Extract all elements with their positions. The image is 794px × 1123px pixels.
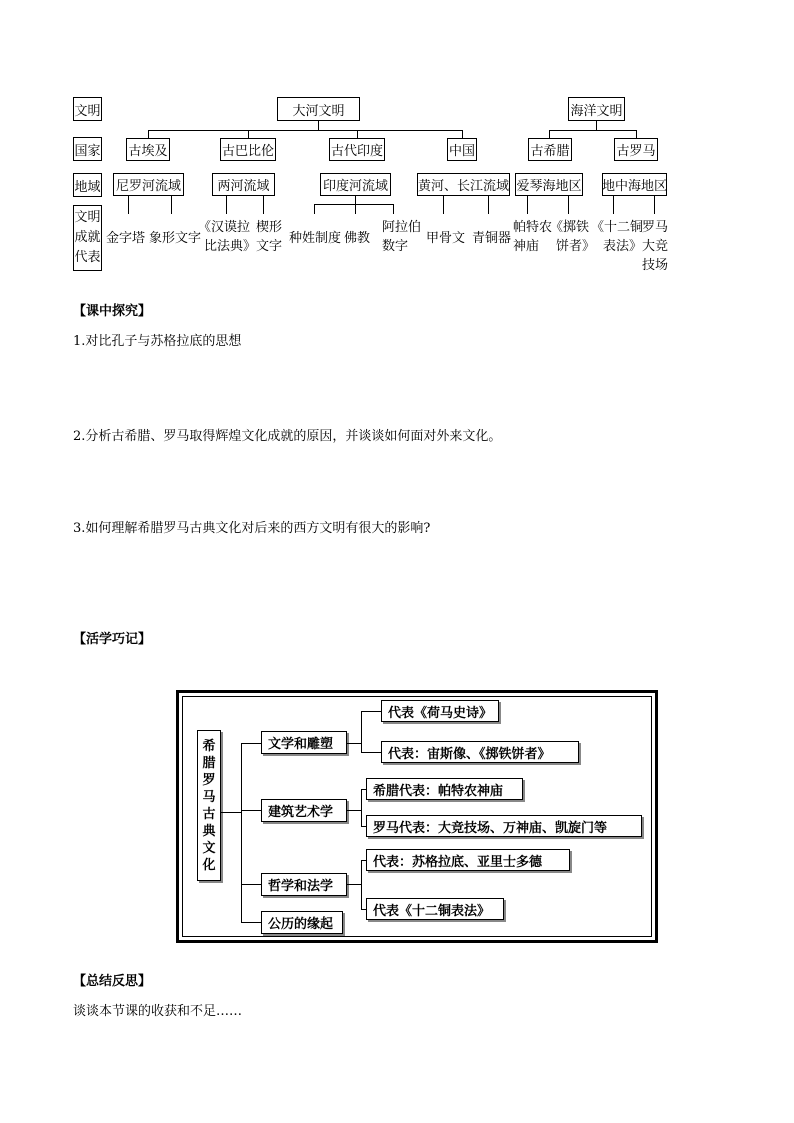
text-line: 数字: [382, 239, 409, 254]
text-line: 罗马: [642, 220, 669, 235]
question-2: 2.分析古希腊、罗马取得辉煌文化成就的原因，并谈谈如何面对外来文化。: [73, 429, 502, 444]
root-char: 典: [202, 823, 216, 839]
region-aegean: 爱琴海地区: [515, 173, 583, 196]
section-heading-summary: 【总结反思】: [73, 974, 152, 989]
region-nile: 尼罗河流域: [113, 173, 184, 196]
root-char: 化: [202, 857, 216, 873]
leaf-zeus-discobolus: 代表：宙斯像、《掷铁饼者》: [381, 741, 579, 763]
text-line: 阿拉伯: [382, 220, 422, 235]
achievement-oracle-bone: 甲骨文: [426, 231, 466, 246]
row-label-line: 文明: [74, 210, 101, 225]
row-label-line: 代表: [74, 250, 101, 265]
branch-architecture: 建筑艺术学: [261, 799, 347, 822]
row-label-achievements: [73, 205, 102, 271]
row-label-civilization: 文明: [73, 97, 102, 121]
text-line: 《汉谟拉: [198, 220, 251, 235]
summary-prompt: 谈谈本节课的收获和不足……: [73, 1004, 243, 1019]
achievement-discobolus: [550, 218, 595, 256]
root-char: 腊: [202, 755, 216, 771]
root-char: 马: [202, 789, 216, 805]
text-line: 大竞: [642, 239, 669, 254]
region-two-rivers: 两河流域: [212, 173, 275, 196]
achievement-pyramid: 金字塔: [106, 231, 146, 246]
root-char: 古: [202, 806, 216, 822]
achievement-arabic-numerals: [382, 218, 421, 256]
achievement-twelve-tables: [591, 218, 643, 256]
root-char: 文: [202, 840, 216, 856]
leaf-twelve-tables: 代表《十二铜表法》: [366, 898, 504, 920]
text-line: 神庙: [513, 239, 540, 254]
mindmap-root: [197, 730, 221, 881]
country-rome: 古罗马: [614, 138, 658, 161]
root-char: 希: [202, 738, 216, 754]
achievement-buddhism: 佛教: [344, 231, 371, 246]
root-char: 罗: [202, 772, 216, 788]
river-civilization-box: 大河文明: [277, 97, 360, 121]
text-line: 帕特农: [513, 220, 553, 235]
branch-calendar: 公历的缘起: [261, 911, 343, 934]
achievement-caste: 种姓制度: [289, 231, 342, 246]
country-greece: 古希腊: [528, 138, 572, 161]
text-line: 《十二铜: [591, 220, 644, 235]
section-heading-explore: 【课中探究】: [73, 304, 152, 319]
region-indus: 印度河流域: [320, 173, 391, 196]
text-line: 楔形: [256, 220, 283, 235]
country-china: 中国: [447, 138, 477, 161]
leaf-philosophers: 代表：苏格拉底、亚里士多德: [366, 849, 570, 871]
country-india: 古代印度: [329, 138, 385, 161]
section-heading-memory: 【活学巧记】: [73, 632, 152, 647]
text-line: 比法典》: [204, 239, 257, 254]
leaf-parthenon: 希腊代表：帕特农神庙: [366, 778, 523, 800]
achievement-bronze: 青铜器: [472, 231, 512, 246]
text-line: 表法》: [603, 239, 643, 254]
row-label-country: 国家: [73, 137, 102, 161]
text-line: 技场: [642, 258, 669, 273]
row-label-line: 成就: [74, 230, 101, 245]
achievement-parthenon: [513, 218, 552, 256]
ocean-civilization-box: 海洋文明: [568, 97, 625, 121]
text-line: 《掷铁: [550, 220, 590, 235]
branch-literature-sculpture: 文学和雕塑: [261, 731, 347, 754]
achievement-hammurabi: [198, 218, 256, 256]
country-egypt: 古埃及: [126, 138, 170, 161]
text-line: 饼者》: [556, 239, 596, 254]
achievement-hieroglyph: 象形文字: [149, 231, 202, 246]
region-mediterranean: 地中海地区: [602, 173, 667, 196]
region-yellow-yangtze: 黄河、长江流域: [417, 173, 510, 196]
achievement-colosseum: [642, 218, 668, 275]
row-label-region: 地域: [73, 173, 102, 197]
leaf-roman-architecture: 罗马代表：大竞技场、万神庙、凯旋门等: [366, 815, 642, 837]
text-line: 文字: [256, 239, 283, 254]
achievement-cuneiform: [256, 218, 282, 256]
question-3: 3.如何理解希腊罗马古典文化对后来的西方文明有很大的影响?: [73, 521, 431, 536]
leaf-homer-epic: 代表《荷马史诗》: [381, 700, 499, 722]
country-babylon: 古巴比伦: [220, 138, 276, 161]
question-1: 1.对比孔子与苏格拉底的思想: [73, 334, 242, 349]
branch-philosophy-law: 哲学和法学: [261, 873, 347, 896]
